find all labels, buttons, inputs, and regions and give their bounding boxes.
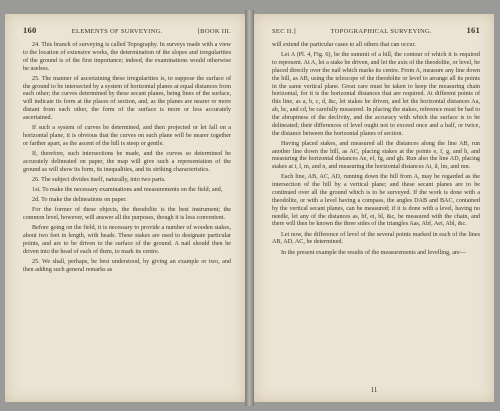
left-page <box>5 14 245 402</box>
right-page <box>254 14 494 402</box>
right-page-body <box>272 42 480 394</box>
paragraph: Each line, AB, AC, AD, running down the hill from A, may be regarded as the intersection of the hill by a vertical plane; and these secant planes are to be continued over all the ground which is to be surveyed. If the work is done with a theodolite, or with a level having a compass, the angles DAB and BAC, contained by the vertical secant planes, can be measured; if it is done with a level, having no needle, let any of the distances as, bf, ei, bl, &c, be measured with the chain, and there will then be known the three sides of the triangles Aas, Abf, Aei, Abl, &c. <box>272 174 480 228</box>
paragraph: Let A (Pl. 4, Fig. 6), be the summit of a hill, the contour of which it is required to represent. At A, let a stake be driven, and let the axis of the theodolite, or level, be placed directly over the nail which marks its centre. From A, measure any line down the hill, as AB, using the telescope of the theodolite or level to arrange all its points in the same vertical plane. Great care must be taken to keep the measuring chain horizontal, for it is the horizontal distances that are required. At different points of this line, as a, b, c, d, &c, let stakes be driven, and let the horizontal distances Aa, ab, bc, and cd, be carefully measured. In placing the stakes, reference must be had to the abruptness of the declivity, and the accuracy with which the surface is to be delineated; their differences of level ought not to exceed once and a half, or twice, the distance between the horizontal planes of section. <box>272 52 481 137</box>
paragraph: 2d. To make the delineations on paper. <box>32 196 127 203</box>
paragraph: Having placed stakes, and measured all the distances along the line AB, run another line down the hill, as AC, placing stakes at the points e, f, g, and h, and measuring the horizontal distances Ae, ef, fg, and gh. Run also the line AD, placing stakes at i, l, m, and n, and measuring the horizontal distances Ai, il, lm, and mn. <box>272 140 480 171</box>
paragraph: Before going on the field, it is necessary to provide a number of wooden stakes, about two feet in length, with heads. These stakes are used to designate particular points, and are to be driven to the surface of the ground. A nail should then be driven into the head of each of them, to mark its centre. <box>23 225 231 255</box>
running-head-right: TOPOGRAPHICAL SURVEYING. <box>330 28 432 35</box>
running-head-left: ELEMENTS OF SURVEYING. <box>71 28 163 35</box>
paragraph: For the former of these objects, the theodolite is the best instrument; the common level, however, will answer all the purposes, though it is less convenient. <box>23 207 231 221</box>
paragraph: If such a system of curves be determined, and then projected or let fall on a horizontal plane, it is obvious that the curves on such plane will be nearer together or farther apart, as the ascent of the hill is steep or gentle. <box>23 125 231 147</box>
paragraph: 25. The manner of ascertaining these irregularities is, to suppose the surface of the ground to be intersected by a system of horizontal planes at equal distances from each other; the curves determined by these secant planes, being lines of the surface, will indicate its form at the places of section, and, as the planes are nearer or more distant from each other, the form of the surface is more or less accurately ascertained. <box>23 75 231 121</box>
page-number-right: 161 <box>466 25 480 35</box>
paragraph: 26. The subject divides itself, naturally, into two parts. <box>32 176 166 183</box>
paragraph: 24. This branch of surveying is called Topography. In surveys made with a view to the location of extensive works, the determination of the slopes and irregularities of the ground is of the first importance; indeed, the examinations would otherwise be useless. <box>23 42 231 72</box>
section-ref: SEC II.] <box>272 28 296 35</box>
paragraph: 1st. To make the necessary examinations and measurements on the field; and, <box>32 186 223 193</box>
book-ref: [BOOK III. <box>197 28 231 35</box>
left-page-body <box>23 42 231 394</box>
signature-mark: 11 <box>370 386 378 394</box>
book-gutter <box>245 10 254 406</box>
paragraph: will extend the particular cases to all others that can occur. <box>272 42 416 48</box>
right-page-header <box>272 25 480 35</box>
left-page-header <box>23 25 231 35</box>
page-number-left: 160 <box>23 25 37 35</box>
paragraph: If, therefore, such intersections be made, and the curves so determined be accurately delineated on paper, the map will give such a representation of the ground as will show its form, its inequalities, and its striking characteristics. <box>23 150 231 173</box>
paragraph: Let now, the difference of level of the several points marked in each of the lines AB, AD, AC, be determined. <box>272 231 480 246</box>
paragraph: In the present example the results of the measurements and levelling, are— <box>281 249 466 256</box>
paragraph: 25. We shall, perhaps, be best understood, by giving an example or two, and then adding such general remarks as <box>23 258 231 273</box>
